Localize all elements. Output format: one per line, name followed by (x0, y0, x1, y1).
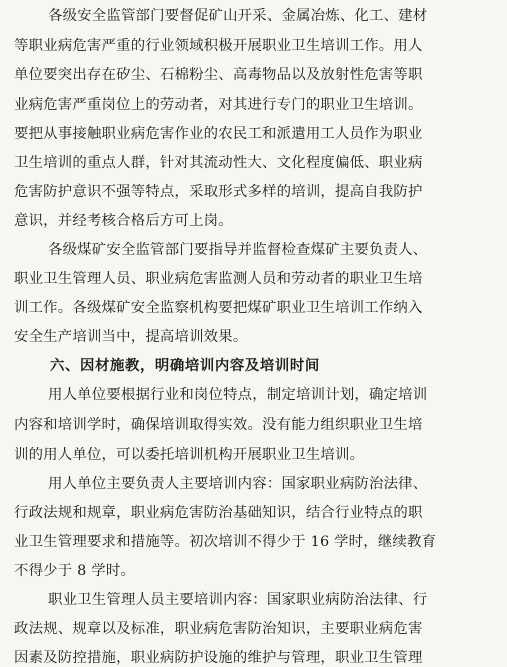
text-line: 等职业病危害严重的行业领域积极开展职业卫生培训工作。用人 (14, 38, 423, 54)
text-line: 业病危害严重岗位上的劳动者，对其进行专门的职业卫生培训。 (14, 97, 423, 113)
text-line: 安全生产培训当中，提高培训效果。 (14, 329, 248, 345)
text-line: 单位要突出存在矽尘、石棉粉尘、高毒物品以及放射性危害等职 (14, 67, 423, 83)
text-line: 意识，并经考核合格后方可上岗。 (14, 213, 233, 229)
text-line: 危害防护意识不强等特点，采取形式多样的培训，提高自我防护 (14, 184, 423, 200)
text-line: 各级安全监管部门要督促矿山开采、金属冶炼、化工、建材 (48, 8, 428, 24)
text-line: 不得少于 8 学时。 (14, 563, 136, 579)
text-line: 行政法规和规章，职业病危害防治基础知识，结合行业特点的职 (14, 505, 423, 521)
text-line: 卫生培训的重点人群，针对其流动性大、文化程度偏低、职业病 (14, 155, 423, 171)
text-line: 因素及防控措施，职业病防护设施的维护与管理，职业卫生管理 (14, 650, 423, 666)
text-line: 业卫生管理要求和措施等。初次培训不得少于 16 学时，继续教育 (14, 534, 437, 550)
text-line: 职业卫生管理人员主要培训内容：国家职业病防治法律、行 (48, 592, 428, 608)
text-line: 训的用人单位，可以委托培训机构开展职业卫生培训。 (14, 447, 365, 463)
text-line: 用人单位主要负责人主要培训内容：国家职业病防治法律、 (48, 476, 428, 492)
text-line: 内容和培训学时，确保培训取得实效。没有能力组织职业卫生培 (14, 417, 423, 433)
text-line: 训工作。各级煤矿安全监察机构要把煤矿职业卫生培训工作纳入 (14, 300, 423, 316)
section-heading: 六、因材施教，明确培训内容及培训时间 (50, 357, 320, 374)
text-line: 各级煤矿安全监管部门要指导并监督检查煤矿主要负责人、 (48, 242, 428, 258)
text-line: 政法规、规章以及标准，职业病危害防治知识，主要职业病危害 (14, 621, 423, 637)
text-line: 用人单位要根据行业和岗位特点，制定培训计划，确定培训 (48, 387, 428, 403)
text-line: 要把从事接触职业病危害作业的农民工和派遣用工人员作为职业 (14, 126, 423, 142)
text-line: 职业卫生管理人员、职业病危害监测人员和劳动者的职业卫生培 (14, 271, 423, 287)
